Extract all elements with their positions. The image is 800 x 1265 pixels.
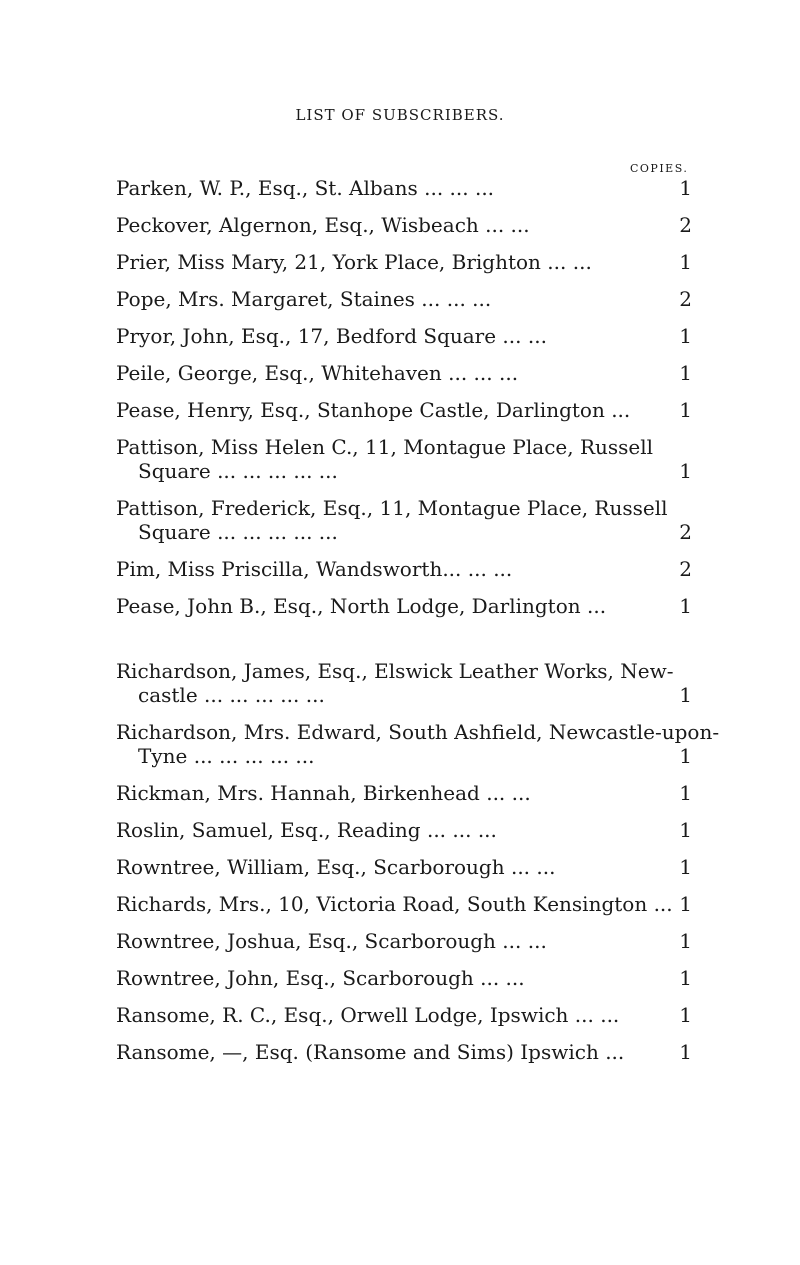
copies-count: 1 (679, 594, 692, 618)
subscriber-name: Ransome, —, Esq. (Ransome and Sims) Ipswich ... (116, 1040, 625, 1064)
copies-count: 1 (679, 176, 692, 200)
subscriber-name: Peile, George, Esq., Whitehaven ... ... ... (116, 361, 519, 385)
subscriber-name: Pope, Mrs. Margaret, Staines ... ... ... (116, 287, 492, 311)
copies-count: 1 (679, 744, 692, 768)
subscriber-name-continued: Square ... ... ... ... ... (138, 459, 338, 483)
subscriber-entry (116, 781, 694, 805)
copies-column-label: COPIES. (630, 162, 689, 175)
subscriber-name: Rowntree, Joshua, Esq., Scarborough ... ... (116, 929, 547, 953)
copies-count: 2 (679, 520, 692, 544)
copies-count: 1 (679, 781, 692, 805)
page-header: LIST OF SUBSCRIBERS. (295, 106, 505, 124)
copies-count: 1 (679, 892, 692, 916)
subscriber-name: Pattison, Miss Helen C., 11, Montague Place, Russell (116, 435, 654, 459)
subscriber-entry (116, 496, 694, 544)
subscriber-name: Roslin, Samuel, Esq., Reading ... ... ... (116, 818, 497, 842)
subscriber-name: Prier, Miss Mary, 21, York Place, Brighton ... ... (116, 250, 592, 274)
subscriber-entry (116, 213, 694, 237)
subscriber-entry (116, 176, 694, 200)
subscriber-entry (116, 966, 694, 990)
subscriber-name: Pease, John B., Esq., North Lodge, Darlington ... (116, 594, 607, 618)
copies-count: 1 (679, 1040, 692, 1064)
copies-count: 1 (679, 855, 692, 879)
subscriber-name: Richardson, Mrs. Edward, South Ashfield, Newcastle-upon- (116, 720, 720, 744)
subscriber-entry (116, 1040, 694, 1064)
subscriber-name: Pease, Henry, Esq., Stanhope Castle, Darlington ... (116, 398, 631, 422)
subscriber-name: Rickman, Mrs. Hannah, Birkenhead ... ... (116, 781, 531, 805)
copies-count: 1 (679, 398, 692, 422)
subscriber-entry (116, 720, 720, 768)
copies-count: 1 (679, 324, 692, 348)
copies-count: 1 (679, 250, 692, 274)
subscriber-entry (116, 929, 694, 953)
subscriber-entry (116, 398, 694, 422)
subscriber-name-continued: castle ... ... ... ... ... (138, 683, 325, 707)
subscriber-entry (116, 557, 694, 581)
subscriber-name: Richards, Mrs., 10, Victoria Road, South Kensington ... (116, 892, 673, 916)
subscriber-name: Pattison, Frederick, Esq., 11, Montague Place, Russell (116, 496, 668, 520)
copies-count: 2 (679, 213, 692, 237)
subscriber-entry (116, 250, 694, 274)
subscriber-name-continued: Square ... ... ... ... ... (138, 520, 338, 544)
subscriber-name: Rowntree, John, Esq., Scarborough ... ... (116, 966, 525, 990)
copies-count: 1 (679, 929, 692, 953)
subscriber-name: Pryor, John, Esq., 17, Bedford Square ... ... (116, 324, 547, 348)
subscriber-name: Pim, Miss Priscilla, Wandsworth... ... ... (116, 557, 513, 581)
subscriber-entry (116, 361, 694, 385)
subscriber-name: Rowntree, William, Esq., Scarborough ... ... (116, 855, 556, 879)
copies-count: 2 (679, 557, 692, 581)
subscriber-entry (116, 1003, 694, 1027)
subscriber-name: Richardson, James, Esq., Elswick Leather Works, New- (116, 659, 674, 683)
subscriber-name: Ransome, R. C., Esq., Orwell Lodge, Ipswich ... ... (116, 1003, 620, 1027)
subscriber-name-continued: Tyne ... ... ... ... ... (138, 744, 315, 768)
subscriber-entry (116, 435, 694, 483)
subscriber-entry (116, 659, 694, 707)
subscriber-entry (116, 855, 694, 879)
subscriber-name: Parken, W. P., Esq., St. Albans ... ... ... (116, 176, 495, 200)
subscriber-name: Peckover, Algernon, Esq., Wisbeach ... ... (116, 213, 530, 237)
copies-count: 1 (679, 361, 692, 385)
subscriber-list (116, 176, 720, 1077)
copies-count: 1 (679, 966, 692, 990)
subscriber-entry (116, 892, 694, 916)
copies-count: 1 (679, 683, 692, 707)
subscriber-entry (116, 818, 694, 842)
copies-count: 2 (679, 287, 692, 311)
subscriber-entry (116, 324, 694, 348)
subscriber-entry (116, 287, 694, 311)
copies-count: 1 (679, 818, 692, 842)
group-separator (116, 631, 694, 659)
subscriber-entry (116, 594, 694, 618)
copies-count: 1 (679, 459, 692, 483)
copies-count: 1 (679, 1003, 692, 1027)
